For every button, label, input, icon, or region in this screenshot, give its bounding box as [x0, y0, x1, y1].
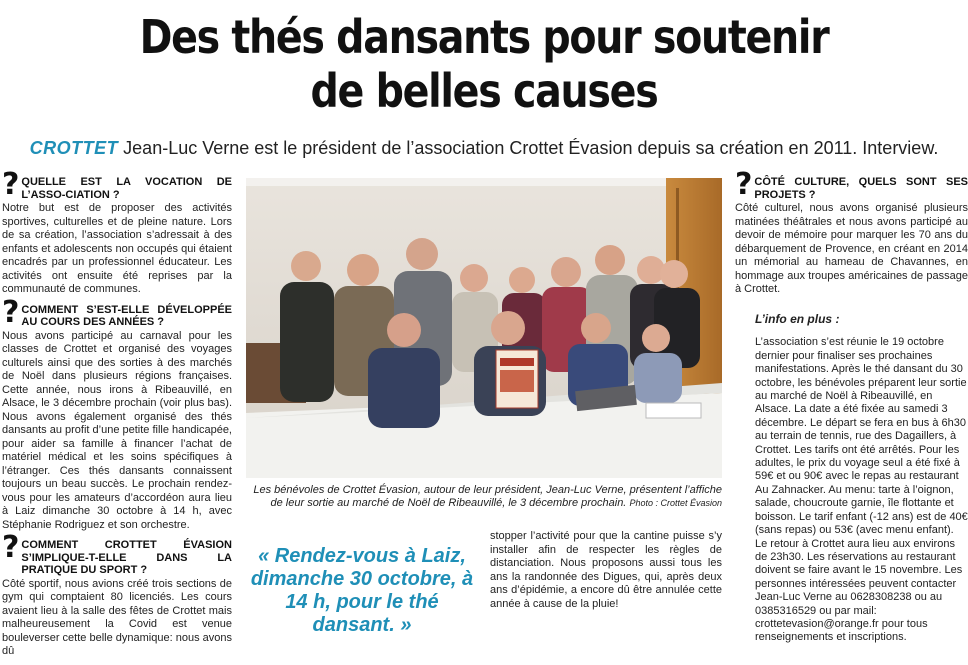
- left-column: [2, 167, 232, 665]
- photo-caption: [246, 484, 722, 510]
- group-photo: [246, 178, 722, 478]
- question-1: [2, 167, 232, 202]
- question-1-text: QUELLE EST LA VOCATION DE L’ASSO-CIATION ?: [21, 176, 232, 201]
- middle-column: stopper l’activité pour que la cantine puisse s’y installer afin de respecter les règles de distanciation. Nous proposons aussi tous les ans la randonnée des Digues, qui, après deux ans d’épidémie, a encore dû être annulée cette année à cause de la pluie!: [490, 530, 722, 610]
- photo-credit: Photo : Crottet Évasion: [629, 498, 722, 508]
- question-4: [735, 167, 968, 202]
- answer-4: Côté culturel, nous avons organisé plusieurs matinées théâtrales et nous avons participé au devoir de mémoire pour marquer les 70 ans du débarquement de Provence, en créant en 2014 un mémorial au hameau de Chavannes, en hommage aux troupes américaines de passage à Crottet.: [735, 202, 968, 295]
- question-3-text: COMMENT CROTTET ÉVASION S’IMPLIQUE-T-ELLE DANS LA PRATIQUE DU SPORT ?: [21, 539, 232, 576]
- lead-location: CROTTET: [29, 138, 119, 158]
- question-2-text: COMMENT S’EST-ELLE DÉVELOPPÉE AU COURS DES ANNÉES ?: [21, 303, 232, 328]
- info-box: [755, 313, 968, 645]
- headline-line-2: de belles causes: [310, 64, 658, 118]
- question-mark-icon: ?: [2, 530, 20, 565]
- lead-text: Jean-Luc Verne est le président de l’association Crottet Évasion depuis sa création en 2011. Interview.: [118, 138, 939, 158]
- question-4-text: CÔTÉ CULTURE, QUELS SONT SES PROJETS ?: [754, 176, 968, 201]
- pull-quote: « Rendez-vous à Laiz, dimanche 30 octobre, à 14 h, pour le thé dansant. »: [250, 545, 474, 636]
- right-column: [735, 167, 968, 303]
- question-mark-icon: ?: [2, 167, 20, 202]
- headline: [68, 10, 900, 118]
- info-box-text: L’association s’est réunie le 19 octobre dernier pour finaliser ses prochaines manifestations. Après le thé dansant du 30 octobre, les bénévoles préparent leur sortie au marché de Noël à Ribeauvillé, en Alsace. La date a été fixée au samedi 3 décembre. Le départ se fera en bus à 6h30 au terrain de tennis, rue des Dagaillers, à Crottet. Les tarifs ont été arrêtés. Pour les adultes, le prix du voyage seul a été fixé à 59€ et ou 90€ avec le repas au restaurant Au Zahnacker. Au menu: tarte à l’oignon, salade, choucroute garnie, île flottante et boisson. Le tarif enfant (-12 ans) est de 40€ (sans repas) ou 53€ (avec menu enfant). Le retour à Crottet aura lieu aux environs de 23h30. Les réservations au restaurant doivent se faire avant le 15 novembre. Les personnes intéressées peuvent contacter Jean-Luc Verne au 0628308238 ou au 0385316529 ou par mail: crottetevasion@orange.fr pour tous renseignements et inscriptions.: [755, 336, 968, 644]
- answer-3: Côté sportif, nous avions créé trois sections de gym qui comptaient 80 licenciés. Les cours avaient lieu à la salle des fêtes de Crottet mais malheureusement la Covid est venue bouleverser cette belle dynamique: nous avons dû: [2, 577, 232, 657]
- question-3: [2, 530, 232, 577]
- lead-paragraph: [0, 137, 968, 159]
- headline-line-1: Des thés dansants pour soutenir: [139, 10, 829, 64]
- answer-1: Notre but est de proposer des activités sportives, culturelles et de pleine nature. Lors de sa création, l’association s’adressait à des enfants et adolescents non occupés qui étaient encadrés par un professionnel éducateur. Les activités ont ensuite été reprises par la communauté de communes.: [2, 202, 232, 295]
- info-box-title: L’info en plus :: [755, 312, 840, 326]
- question-2: [2, 294, 232, 330]
- answer-2: Nous avons participé au carnaval pour les classes de Crottet et organisé des voyages culturels ainsi que des sorties à des marchés de Noël dans plusieurs régions françaises. Cette année, nous irons à Ribeauvillé, en Alsace, le 3 décembre prochain (voir plus bas). Nous avons également organisé des thés dansants au profit d’une petite fille handicapée, pour aider sa famille à financer l’achat de matériel médical et les soins spécifiques à l’étranger. Ces thés dansants connaissent toujours un beau succès. Le prochain rendez-vous pour les amateurs d’accordéon aura lieu à Laiz dimanche 30 octobre à 14 h, avec Stéphanie Rodriguez et son orchestre.: [2, 329, 232, 531]
- caption-text: Les bénévoles de Crottet Évasion, autour de leur président, Jean-Luc Verne, présentent l’affiche de leur sortie au marché de Noël de Ribeauvillé, le 3 décembre prochain.: [253, 484, 722, 509]
- question-mark-icon: ?: [2, 294, 20, 330]
- question-mark-icon: ?: [735, 167, 753, 202]
